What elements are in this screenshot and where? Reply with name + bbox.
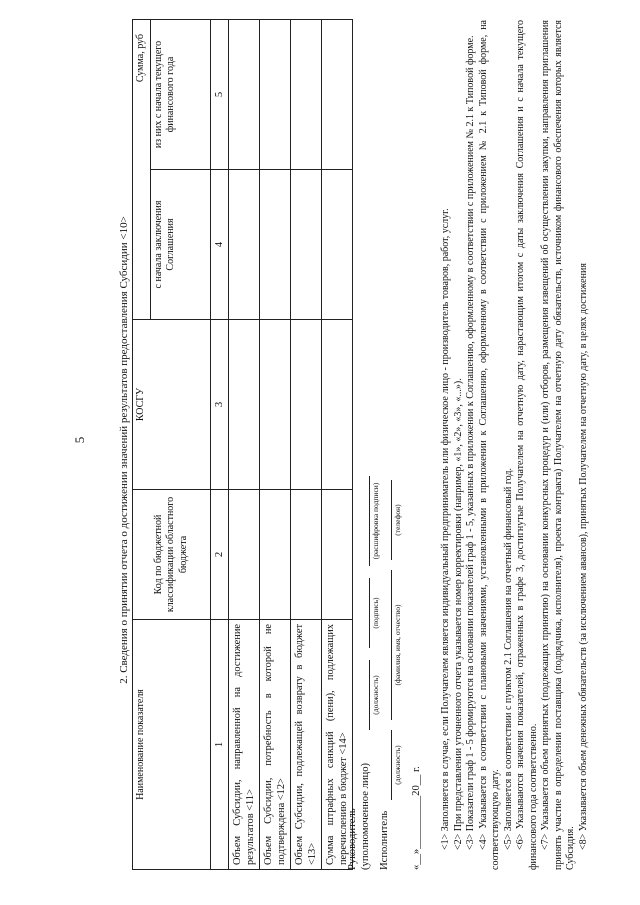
empty-cell: [290, 170, 321, 320]
table-row: [228, 19, 259, 869]
footnote: <2> При представлении уточненного отчета указывается номер корректировки (например, «1», «2», «3», «...»).: [452, 378, 464, 850]
row-label: Объем Субсидии, потребность в которой не подтверждена <12>: [259, 620, 290, 870]
col-number: 3: [210, 320, 228, 490]
empty-cell: [228, 490, 259, 620]
head-signature-line: [359, 578, 370, 648]
footnote: <8> Указывается объем денежных обязательств (за исключением авансов), принятых Получателем на отчетную дату, в целях достижения: [577, 263, 589, 850]
col-kosgu-header: КОСГУ: [133, 320, 211, 490]
head-decode-line: [359, 476, 370, 566]
empty-cell: [259, 170, 290, 320]
empty-cell: [259, 490, 290, 620]
empty-cell: [228, 19, 259, 169]
col-code-header: Код по бюджетной классификации областного бюджета: [133, 490, 211, 620]
footnote: <6> Указываются значения показателей, отраженных в графе 3, достигнутые Получателем на отчетную дату, нарастающим итогом с даты заключения Соглашения и с начала текущего финансового года соответственно.: [515, 20, 539, 870]
cap-phone: (телефон): [393, 504, 402, 536]
executor-label: Исполнитель: [379, 810, 390, 870]
head-sublabel: (уполномоченное лицо): [360, 762, 372, 870]
empty-cell: [321, 19, 352, 169]
footnote: <4> Указывается в соответствии с плановыми значениями, установленными в приложении к Соглашению, оформленному в соответствии с приложением № 2.1 к Типовой форме, на соответствующую дату.: [477, 20, 501, 870]
footnote: <7> Указывается объем принятых (подлежащих принятию) на основании конкурсных процедур и (или) отборов, размещения извещений об осуществлении закупки, направления приглашения принять участие в определении поставщика (подрядчика, исполнителя), проекта контракта) Получателем на отчетную дату обязательств, источником финансового обеспечения которых является Субсидия.: [540, 20, 576, 870]
empty-cell: [228, 320, 259, 490]
row-label: Объем Субсидии, направленной на достижение результатов <11>: [228, 620, 259, 870]
col-number: 4: [210, 170, 228, 320]
empty-cell: [321, 170, 352, 320]
empty-cell: [290, 320, 321, 490]
date-line: «__»__________20__ г.: [411, 766, 422, 870]
section-heading: 2. Сведения о принятии отчета о достижении значений результатов предоставления Субсидии <10>: [118, 216, 130, 684]
empty-cell: [228, 170, 259, 320]
footnote: <1> Заполняется в случае, если Получателем является индивидуальный предприниматель или физическое лицо - производитель товаров, работ, услуг.: [440, 208, 451, 850]
report-table: [132, 19, 353, 870]
column-number-row: [210, 19, 228, 869]
row-label: Сумма штрафных санкций (пени), подлежащих перечислению в бюджет <14>: [321, 620, 352, 870]
footnotes: [440, 20, 590, 870]
footnote: <5> Заполняется в соответствии с пунктом 2.1 Соглашения на отчетный финансовый год.: [502, 468, 514, 850]
empty-cell: [290, 490, 321, 620]
head-position-line: [359, 660, 370, 730]
cap-signature: (подпись): [371, 597, 380, 629]
empty-cell: [259, 320, 290, 490]
col-sum-year-header: из них с начала текущего финансового года: [150, 19, 210, 169]
empty-cell: [259, 19, 290, 169]
col-number: 5: [210, 19, 228, 169]
col-number: 1: [210, 620, 228, 870]
cap-executor-position: (должность): [393, 745, 402, 785]
cap-decode: (расшифровка подписи): [371, 482, 380, 560]
empty-cell: [290, 19, 321, 169]
cap-position: (должность): [371, 675, 380, 715]
cap-fio: (фамилия, имя, отчество): [393, 604, 402, 686]
table-row: [259, 19, 290, 869]
row-label: Объем Субсидии, подлежащей возврату в бюджет <13>: [290, 620, 321, 870]
page-number: 5: [72, 436, 87, 444]
rotated-page-content: [30, 0, 610, 880]
head-label: Руководитель: [347, 808, 358, 870]
footnote: <3> Показатели граф 1 - 5 формируются на основании показателей граф 1 - 5, указанных в приложении к Соглашению, оформленному в соответствии с приложением № 2.1 к Типовой форме.: [465, 35, 476, 850]
executor-phone-line: [381, 480, 392, 560]
col-sum-header: Сумма, руб: [133, 19, 151, 319]
executor-fio-line: [381, 570, 392, 720]
table-row: [290, 19, 321, 869]
col-name-header: Наименование показателя: [133, 620, 211, 870]
col-number: 2: [210, 490, 228, 620]
col-sum-start-header: с начала заключения Соглашения: [150, 170, 210, 320]
executor-position-line: [381, 730, 392, 800]
